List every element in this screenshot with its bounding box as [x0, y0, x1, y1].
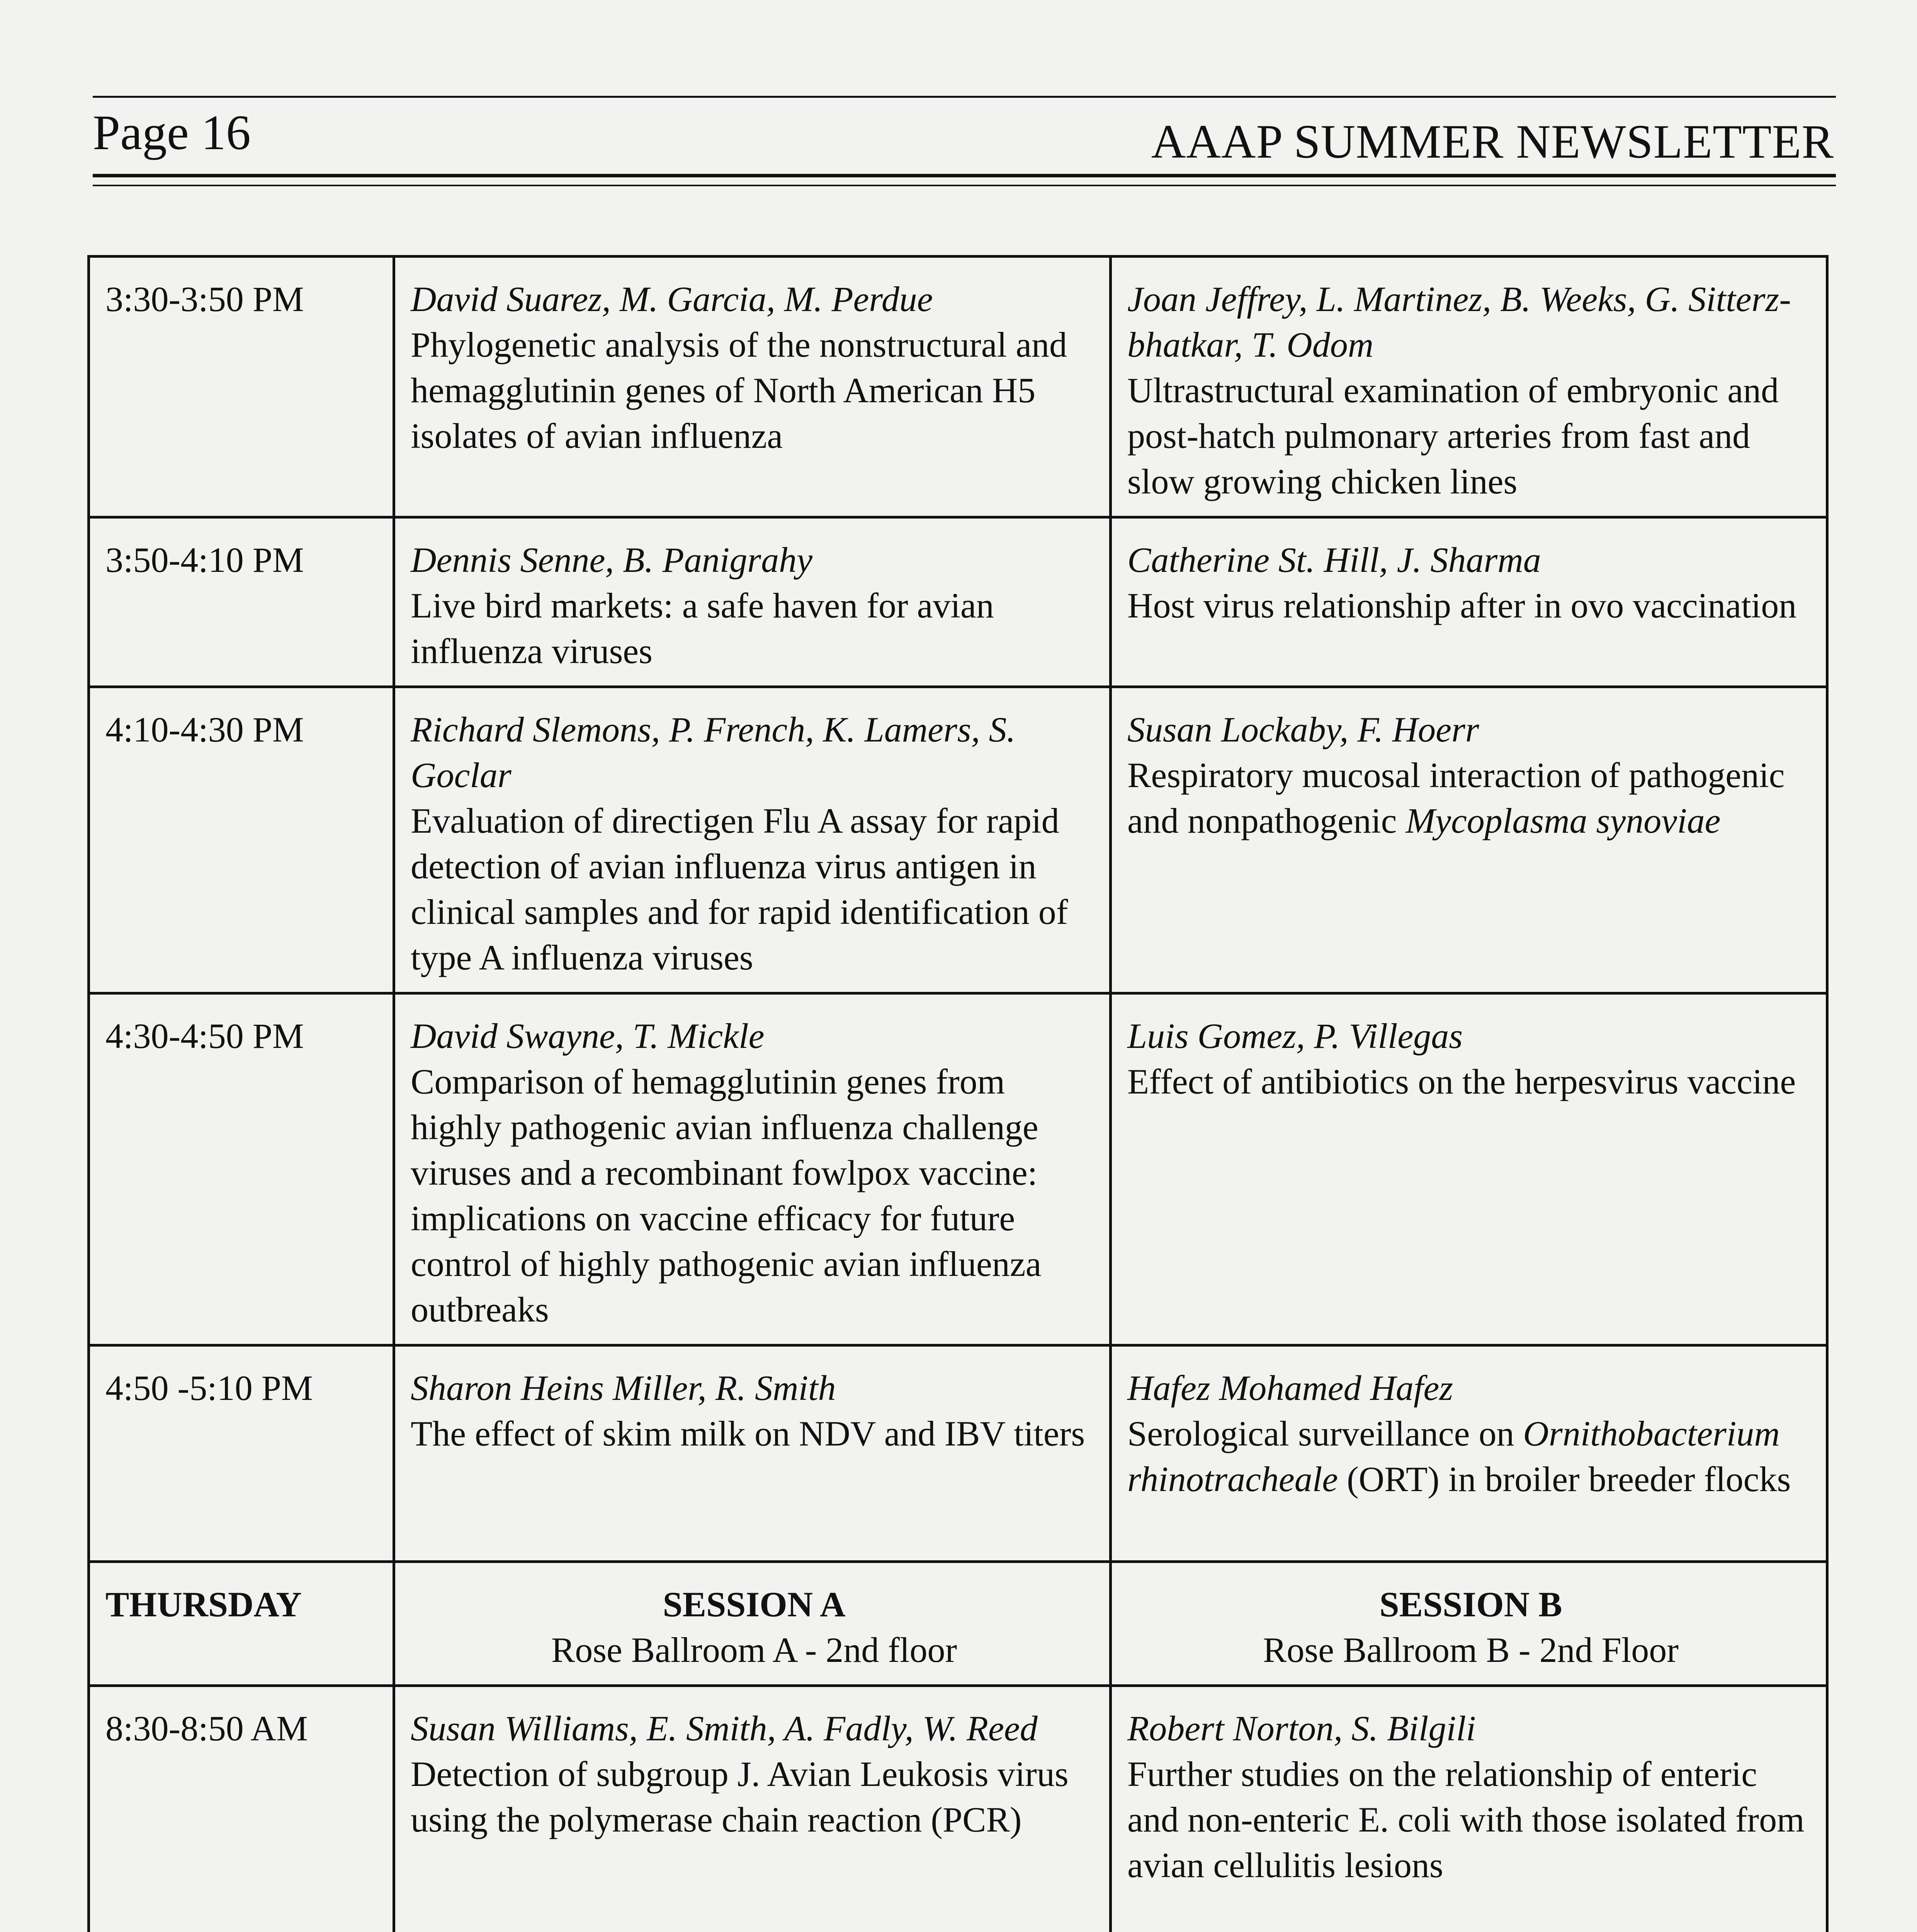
day-cell [89, 1562, 394, 1686]
presentation-authors: Dennis Senne, B. Panigrahy [411, 540, 812, 580]
presentation-title: Evaluation of directigen Flu A assay for rapid detection of avian influenza virus antigen in clinical samples and for rapid identification of type A influenza viruses [411, 801, 1068, 977]
session-a-cell [394, 993, 1111, 1345]
presentation-title: Ultrastructural examination of embryonic and post-hatch pulmonary arteries from fast and slow growing chicken lines [1127, 371, 1779, 501]
title-text: Serological surveillance on [1127, 1414, 1523, 1453]
presentation-authors: Susan Williams, E. Smith, A. Fadly, W. Reed [411, 1709, 1038, 1748]
presentation-authors: Catherine St. Hill, J. Sharma [1127, 540, 1541, 580]
session-b-cell [1111, 517, 1827, 687]
session-a-cell [394, 1686, 1111, 1932]
presentation-authors: David Swayne, T. Mickle [411, 1016, 765, 1056]
presentation-title: Phylogenetic analysis of the nonstructural and hemagglutinin genes of North American H5 isolates of avian influenza [411, 325, 1067, 456]
header-top-rule [93, 96, 1836, 98]
table-row [89, 993, 1827, 1345]
page-number: Page 16 [93, 105, 251, 160]
session-b-header [1111, 1562, 1827, 1686]
session-b-room: Rose Ballroom B - 2nd Floor [1263, 1630, 1679, 1670]
session-a-name: SESSION A [663, 1585, 846, 1624]
presentation-title: The effect of skim milk on NDV and IBV titers [411, 1414, 1085, 1453]
time-slot: 4:50 -5:10 PM [105, 1368, 313, 1408]
day-label: THURSDAY [105, 1585, 302, 1624]
time-slot: 3:30-3:50 PM [105, 279, 304, 319]
session-b-cell [1111, 993, 1827, 1345]
time-slot: 3:50-4:10 PM [105, 540, 304, 580]
day-header-row [89, 1562, 1827, 1686]
organism-name: Ornithobacterium rhinotracheale [1127, 1414, 1780, 1499]
presentation-title [1127, 752, 1814, 844]
time-cell [89, 1686, 394, 1932]
session-b-cell [1111, 1345, 1827, 1562]
session-a-header [394, 1562, 1111, 1686]
time-cell [89, 1345, 394, 1562]
table-row [89, 257, 1827, 517]
session-b-cell [1111, 257, 1827, 517]
time-cell [89, 257, 394, 517]
table-row [89, 687, 1827, 993]
presentation-title: Comparison of hemagglutinin genes from highly pathogenic avian influenza challenge viruses and a recombinant fowlpox vaccine: implications on vaccine efficacy for future control of highly pathogenic avian influenza outbreaks [411, 1062, 1042, 1329]
presentation-authors: Richard Slemons, P. French, K. Lamers, S. Goclar [411, 710, 1016, 795]
title-text: (ORT) in broiler breeder flocks [1338, 1459, 1791, 1499]
session-b-cell [1111, 1686, 1827, 1932]
session-b-name: SESSION B [1379, 1585, 1562, 1624]
time-slot: 8:30-8:50 AM [105, 1709, 308, 1748]
session-a-cell [394, 257, 1111, 517]
time-cell [89, 687, 394, 993]
time-cell [89, 517, 394, 687]
presentation-title: Further studies on the relationship of enteric and non-enteric E. coli with those isolated from avian cellulitis lesions [1127, 1754, 1805, 1885]
time-slot: 4:30-4:50 PM [105, 1016, 304, 1056]
session-a-room: Rose Ballroom A - 2nd floor [551, 1630, 957, 1670]
time-slot: 4:10-4:30 PM [105, 710, 304, 749]
organism-name: Mycoplasma synoviae [1405, 801, 1721, 840]
presentation-authors: Hafez Mohamed Hafez [1127, 1368, 1453, 1408]
session-b-cell [1111, 687, 1827, 993]
presentation-authors: Susan Lockaby, F. Hoerr [1127, 710, 1479, 749]
presentation-title [1127, 1411, 1814, 1502]
presentation-title: Detection of subgroup J. Avian Leukosis virus using the polymerase chain reaction (PCR) [411, 1754, 1069, 1839]
header-bottom-rule-thin [93, 185, 1836, 186]
session-a-cell [394, 687, 1111, 993]
table-row [89, 1686, 1827, 1932]
presentation-authors: Luis Gomez, P. Villegas [1127, 1016, 1463, 1056]
presentation-authors: Sharon Heins Miller, R. Smith [411, 1368, 836, 1408]
schedule-table [87, 255, 1829, 1932]
newsletter-title: AAAP SUMMER NEWSLETTER [1151, 115, 1834, 168]
time-cell [89, 993, 394, 1345]
header-bottom-rule-thick [93, 174, 1836, 177]
title-text: Respiratory mucosal interaction of pathogenic and nonpathogenic [1127, 755, 1785, 840]
table-row [89, 1345, 1827, 1562]
presentation-authors: Joan Jeffrey, L. Martinez, B. Weeks, G. Sitterz-bhatkar, T. Odom [1127, 279, 1791, 364]
session-a-cell [394, 517, 1111, 687]
presentation-title: Live bird markets: a safe haven for avian influenza viruses [411, 586, 994, 671]
presentation-title: Effect of antibiotics on the herpesvirus vaccine [1127, 1062, 1796, 1101]
presentation-title: Host virus relationship after in ovo vaccination [1127, 586, 1797, 625]
table-row [89, 517, 1827, 687]
presentation-authors: Robert Norton, S. Bilgili [1127, 1709, 1476, 1748]
presentation-authors: David Suarez, M. Garcia, M. Perdue [411, 279, 933, 319]
session-a-cell [394, 1345, 1111, 1562]
